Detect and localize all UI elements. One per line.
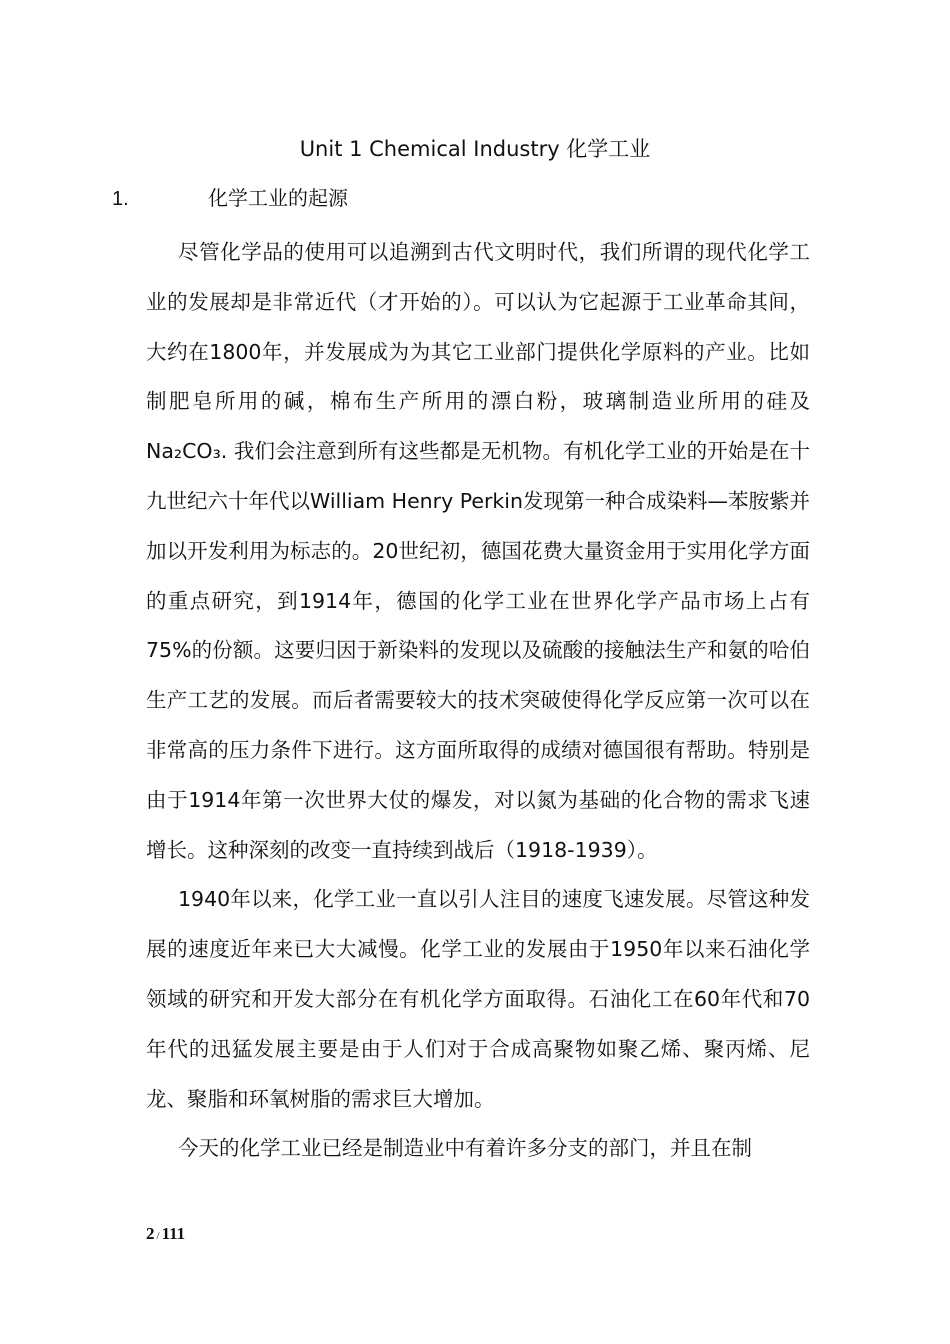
page-title: Unit 1 Chemical Industry 化学工业 bbox=[299, 137, 651, 161]
paragraph-1: 尽管化学品的使用可以追溯到古代文明时代，我们所谓的现代化学工业的发展却是非常近代（才开始的）。可以认为它起源于工业革命其间，大约在1800年，并发展成为为其它工业部门提供化学原料的产业。比如制肥皂所用的碱，棉布生产所用的漂白粉，玻璃制造业所用的硅及Na₂CO₃. 我们会注意到所有这些都是无机物。有机化学工业的开始是在十九世纪六十年代以William Henry Perkin发现第一种合成染料—苯胺紫并加以开发利用为标志的。20世纪初，德国花费大量资金用于实用化学方面的重点研究，到1914年，德国的化学工业在世界化学产品市场上占有75%的份额。这要归因于新染料的发现以及硫酸的接触法生产和氨的哈伯生产工艺的发展。而后者需要较大的技术突破使得化学反应第一次可以在非常高的压力条件下进行。这方面所取得的成绩对德国很有帮助。特别是由于1914年第一次世界大仗的爆发，对以氮为基础的化合物的需求飞速增长。这种深刻的改变一直持续到战后（1918-1939）。 bbox=[146, 240, 810, 862]
total-page-count: 111 bbox=[161, 1224, 186, 1243]
current-page-number: 2 bbox=[146, 1224, 155, 1243]
paragraph-2: 1940年以来，化学工业一直以引人注目的速度飞速发展。尽管这种发展的速度近年来已大大减慢。化学工业的发展由于1950年以来石油化学领域的研究和开发大部分在有机化学方面取得。石油化工在60年代和70年代的迅猛发展主要是由于人们对于合成高聚物如聚乙烯、聚丙烯、尼龙、聚脂和环氧树脂的需求巨大增加。 bbox=[146, 887, 810, 1111]
section-heading-text: 化学工业的起源 bbox=[208, 186, 348, 210]
section-heading bbox=[112, 182, 348, 215]
page-number-footer bbox=[146, 1224, 185, 1244]
section-number: 1. bbox=[112, 188, 129, 210]
body-text bbox=[146, 228, 810, 1174]
paragraph-3: 今天的化学工业已经是制造业中有着许多分支的部门，并且在制 bbox=[178, 1136, 752, 1161]
page-separator: / bbox=[156, 1230, 160, 1242]
